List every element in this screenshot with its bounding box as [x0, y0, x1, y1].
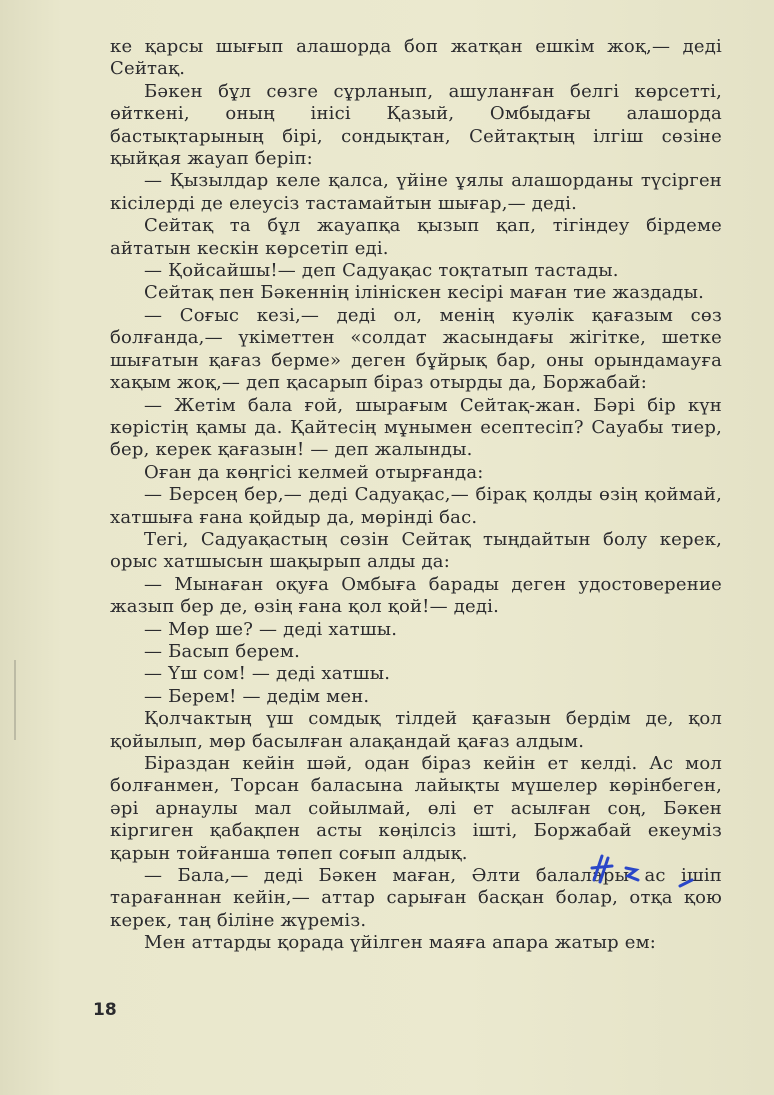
- paragraph: — Басып берем.: [144, 640, 300, 662]
- margin-mark: [14, 660, 16, 740]
- paragraph: Біраздан кейін шәй, одан біраз кейін ет келді. Ас мол болғанмен, Торсан баласына лайықты мүшелер көрінбеген, әрі арнаулы мал сойылмай, өлі ет асылған соң, Бәкен кіргиген қабақпен асты көңілсіз ішті, Боржабай екеуміз қарын тойғанша төпеп соғып алдық.: [110, 753, 722, 864]
- paragraph: — Қойсайшы!— деп Садуақас тоқтатып тастады.: [144, 260, 619, 282]
- paragraph: Тегі, Садуақастың сөзін Сейтақ тыңдайтын болу керек, орыс хатшысын шақырып алды да:: [110, 528, 722, 573]
- paragraph: Бәкен бұл сөзге сұрланып, ашуланған белгі көрсетті, өйткені, оның інісі Қазый, Омбыдағы алашорда бастықтарының бірі, сондықтан, Сейтақтың ілгіш сөзіне қыйқая жауап беріп:: [110, 80, 722, 170]
- paragraph: — Соғыс кезі,— деді ол, менің куәлік қағазым сөз болғанда,— үкіметтен «солдат жасындағы жігітке, шетке шығатын қағаз берме» деген бұйрық бар, оны орындамауға хақым жоқ,— деп қасарып біраз отырды да, Боржабай:: [110, 304, 722, 394]
- body-text: [110, 36, 722, 955]
- paragraph: Сейтақ пен Бәкеннің ілініскен кесірі маған тие жаздады.: [144, 282, 705, 304]
- paragraph: — Берем! — дедім мен.: [144, 685, 370, 707]
- paragraph: — Мынаған оқуға Омбыға барады деген удостоверение жазып бер де, өзің ғана қол қой!— деді.: [110, 573, 722, 618]
- paragraph: Оған да көңгісі келмей отырғанда:: [144, 461, 484, 483]
- page-number: 18: [93, 1000, 117, 1020]
- paragraph: ке қарсы шығып алашорда боп жатқан ешкім жоқ,— деді Сейтақ.: [110, 36, 722, 80]
- paragraph: — Берсең бер,— деді Садуақас,— бірақ қолды өзің қоймай, хатшыға ғана қойдыр да, мөрінді бас.: [110, 484, 722, 528]
- paragraph: Қолчактың үш сомдық тілдей қағазын бердім де, қол қойылып, мөр басылған алақандай қағаз алдым.: [110, 708, 722, 752]
- paragraph: — Үш сом! — деді хатшы.: [144, 663, 391, 685]
- paragraph: — Бала,— деді Бәкен маған, Әлти балалары ас ішіп тарағаннан кейін,— аттар сарыған басқан болар, отқа қою керек, таң біліне жүреміз.: [110, 865, 722, 931]
- paragraph: Сейтақ та бұл жауапқа қызып қап, тігіндеу бірдеме айтатын кескін көрсетіп еді.: [110, 215, 722, 259]
- paragraph: Мен аттарды қорада үйілген маяға апара жатыр ем:: [144, 932, 657, 954]
- paragraph: — Мөр ше? — деді хатшы.: [144, 618, 398, 640]
- paragraph: — Қызылдар келе қалса, үйіне ұялы алашорданы түсірген кісілерді де елеусіз тастамайтын шығар,— деді.: [110, 170, 722, 214]
- paragraph: — Жетім бала ғой, шырағым Сейтақ-жан. Бәрі бір күн көрістің қамы да. Қайтесің мұнымен есептесіп? Сауабы тиер, бер, керек қағазын! — деп жалынды.: [110, 394, 722, 461]
